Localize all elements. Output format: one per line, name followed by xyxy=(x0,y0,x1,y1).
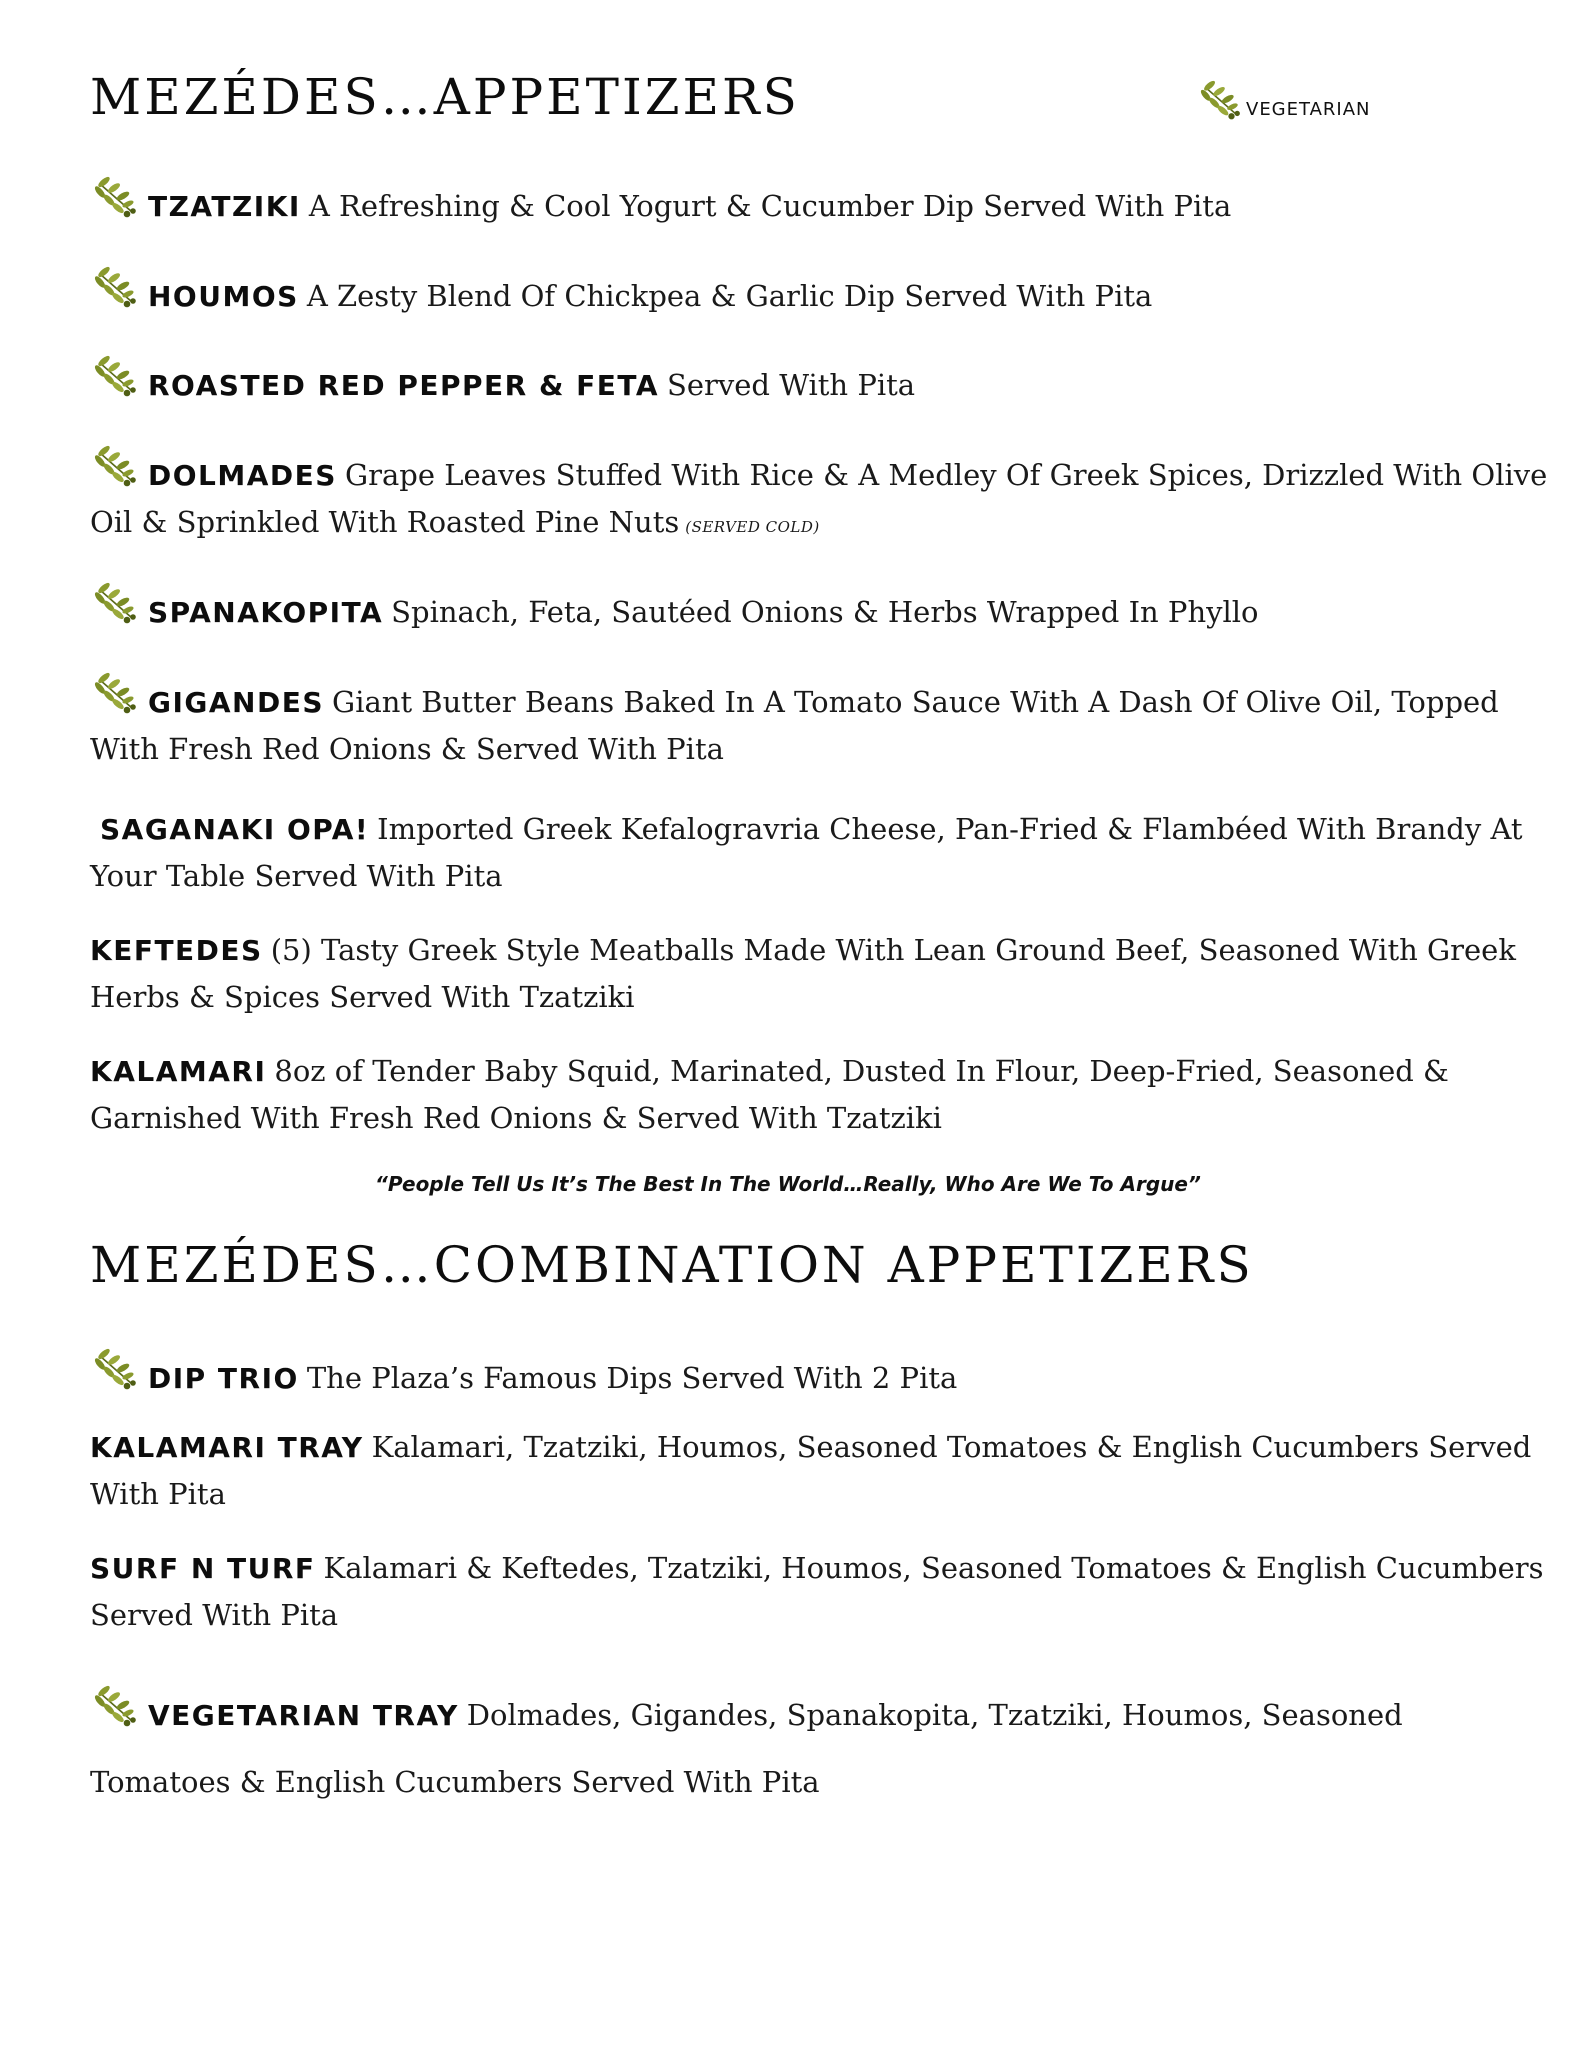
item-name: KALAMARI xyxy=(90,1055,267,1088)
olive-branch-icon xyxy=(94,176,138,220)
menu-item-tzatziki xyxy=(90,176,1550,230)
item-name: HOUMOS xyxy=(148,280,299,313)
menu-item-houmos xyxy=(90,266,1550,320)
item-note: (SERVED COLD) xyxy=(685,518,820,536)
item-description: Giant Butter Beans Baked In A Tomato Sauce With A Dash Of Olive Oil, Topped With Fresh Red Onions & Served With Pita xyxy=(90,685,1499,766)
olive-branch-icon xyxy=(94,1685,138,1729)
item-description: Served With Pita xyxy=(666,368,916,402)
vegetarian-legend xyxy=(1200,72,1371,122)
tagline-quote: “People Tell Us It’s The Best In The World…Really, Who Are We To Argue” xyxy=(375,1172,1201,1196)
olive-branch-icon xyxy=(94,445,138,489)
item-name: SPANAKOPITA xyxy=(148,596,384,629)
menu-item-kalamari xyxy=(90,1048,1550,1141)
item-name: SAGANAKI OPA! xyxy=(100,813,370,846)
menu-item-saganaki xyxy=(90,806,1550,899)
item-name: SURF N TURF xyxy=(90,1552,316,1585)
olive-branch-icon xyxy=(94,1348,138,1392)
item-name: VEGETARIAN TRAY xyxy=(148,1699,459,1732)
section-title-combination-appetizers: MEZÉDES…COMBINATION APPETIZERS xyxy=(90,1236,1254,1294)
menu-item-spanakopita xyxy=(90,582,1550,636)
menu-item-dip-trio xyxy=(90,1348,1550,1402)
item-name: DIP TRIO xyxy=(148,1362,299,1395)
menu-item-roasted-red-pepper-feta xyxy=(90,355,1550,409)
menu-item-keftedes xyxy=(90,927,1550,1020)
menu-item-dolmades xyxy=(90,445,1550,550)
item-description: The Plaza’s Famous Dips Served With 2 Pita xyxy=(306,1361,958,1395)
item-description: Kalamari & Keftedes, Tzatziki, Houmos, Seasoned Tomatoes & English Cucumbers Served With Pita xyxy=(90,1551,1544,1632)
item-description: Spinach, Feta, Sautéed Onions & Herbs Wrapped In Phyllo xyxy=(391,595,1259,629)
olive-branch-icon xyxy=(94,355,138,399)
menu-item-vegetarian-tray xyxy=(90,1682,1550,1815)
menu-item-surf-n-turf xyxy=(90,1545,1550,1638)
olive-branch-icon xyxy=(94,266,138,310)
item-description: Imported Greek Kefalogravria Cheese, Pan-Fried & Flambéed With Brandy At Your Table Served With Pita xyxy=(90,812,1523,893)
olive-branch-icon xyxy=(94,672,138,716)
legend-label: VEGETARIAN xyxy=(1246,99,1371,120)
item-name: KALAMARI TRAY xyxy=(90,1431,364,1464)
item-description: A Zesty Blend Of Chickpea & Garlic Dip Served With Pita xyxy=(306,279,1153,313)
item-description: Grape Leaves Stuffed With Rice & A Medley Of Greek Spices, Drizzled With Olive Oil & Sprinkled With Roasted Pine Nuts xyxy=(90,458,1548,539)
item-description: (5) Tasty Greek Style Meatballs Made With Lean Ground Beef, Seasoned With Greek Herbs & Spices Served With Tzatziki xyxy=(90,933,1516,1014)
item-name: GIGANDES xyxy=(148,686,325,719)
item-description: Dolmades, Gigandes, Spanakopita, Tzatziki, Houmos, Seasoned Tomatoes & English Cucumbers Served With Pita xyxy=(90,1698,1403,1799)
item-name: ROASTED RED PEPPER & FETA xyxy=(148,369,659,402)
menu-item-kalamari-tray xyxy=(90,1424,1550,1517)
olive-branch-icon xyxy=(94,582,138,626)
item-name: DOLMADES xyxy=(148,459,337,492)
menu-item-gigandes xyxy=(90,672,1550,772)
item-description: Kalamari, Tzatziki, Houmos, Seasoned Tomatoes & English Cucumbers Served With Pita xyxy=(90,1430,1532,1511)
section-title-appetizers: MEZÉDES…APPETIZERS xyxy=(90,68,800,126)
item-name: KEFTEDES xyxy=(90,934,263,967)
item-name: TZATZIKI xyxy=(148,190,301,223)
item-description: 8oz of Tender Baby Squid, Marinated, Dusted In Flour, Deep-Fried, Seasoned & Garnished With Fresh Red Onions & Served With Tzatziki xyxy=(90,1054,1449,1135)
item-description: A Refreshing & Cool Yogurt & Cucumber Dip Served With Pita xyxy=(308,189,1232,223)
olive-branch-icon xyxy=(1200,80,1242,122)
